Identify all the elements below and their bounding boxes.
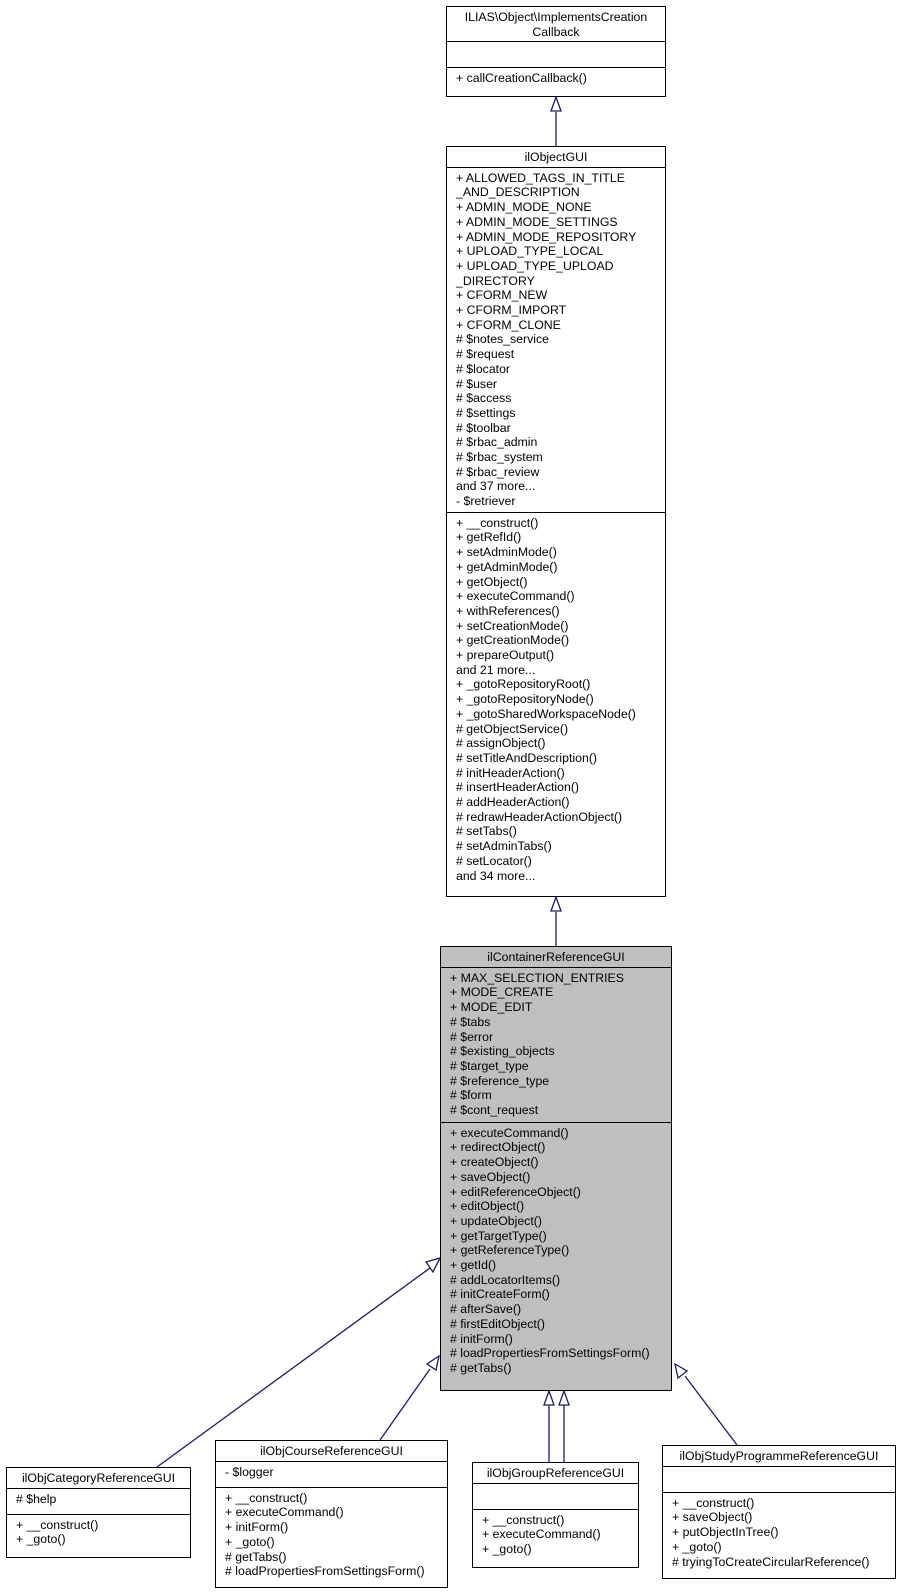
attributes-section xyxy=(473,1483,638,1509)
method: + __construct() xyxy=(482,1512,565,1527)
class-title-line: ilContainerReferenceGUI xyxy=(487,950,625,964)
edge-categoryref-to-containerref xyxy=(157,1268,430,1467)
method: + executeCommand() xyxy=(450,1125,569,1140)
method: + _gotoSharedWorkspaceNode() xyxy=(456,706,636,721)
method: + __construct() xyxy=(456,515,539,530)
attribute: # $access xyxy=(456,391,512,406)
method: + saveObject() xyxy=(450,1169,531,1184)
method: # firstEditObject() xyxy=(450,1316,545,1331)
attribute: # $rbac_admin xyxy=(456,435,538,450)
attribute: + CFORM_IMPORT xyxy=(456,303,567,318)
attribute: - $logger xyxy=(225,1464,274,1479)
attribute: + MAX_SELECTION_ENTRIES xyxy=(450,970,624,985)
edge-studyref-to-containerref xyxy=(685,1376,737,1445)
method: # insertHeaderAction() xyxy=(456,780,580,795)
method: and 21 more... xyxy=(456,662,536,677)
method: # setTabs() xyxy=(456,824,517,839)
inherit-arrow-course xyxy=(427,1356,439,1370)
class-title-line: ilObjectGUI xyxy=(524,150,588,164)
method: + setAdminMode() xyxy=(456,545,557,560)
attribute: + MODE_EDIT xyxy=(450,1000,533,1015)
attribute: # $locator xyxy=(456,361,511,376)
method: + editObject() xyxy=(450,1199,525,1214)
class-title-line: ILIAS\Object\ImplementsCreation xyxy=(464,10,648,24)
method: + redirectObject() xyxy=(450,1140,546,1155)
method: + __construct() xyxy=(16,1517,99,1532)
class-title-line: ilObjGroupReferenceGUI xyxy=(486,1466,625,1480)
method: + getRefId() xyxy=(456,530,522,545)
attribute: + UPLOAD_TYPE_UPLOAD xyxy=(456,258,614,273)
attribute: _DIRECTORY xyxy=(456,273,535,288)
method: + saveObject() xyxy=(672,1510,753,1525)
class-title-line: Callback xyxy=(532,24,580,39)
method: # setTitleAndDescription() xyxy=(456,750,598,765)
class-ilobjgroupreferencegui[interactable] xyxy=(472,1462,639,1568)
method: + getReferenceType() xyxy=(450,1243,570,1258)
attributes-section xyxy=(441,967,671,1122)
attribute: # $rbac_review xyxy=(456,464,540,479)
class-title-line: ilObjCategoryReferenceGUI xyxy=(21,1471,176,1485)
attribute: + MODE_CREATE xyxy=(450,985,554,1000)
method: + _goto() xyxy=(482,1542,532,1557)
method: # initForm() xyxy=(450,1331,513,1346)
method: + withReferences() xyxy=(456,603,560,618)
attribute: + ADMIN_MODE_SETTINGS xyxy=(456,214,618,229)
method: # loadPropertiesFromSettingsForm() xyxy=(450,1346,650,1361)
method: + getTargetType() xyxy=(450,1228,547,1243)
class-implements-creation-callback[interactable] xyxy=(446,6,666,97)
attribute: + ADMIN_MODE_NONE xyxy=(456,200,592,215)
methods-section xyxy=(473,1509,638,1557)
attributes-section xyxy=(7,1488,190,1514)
methods-section xyxy=(447,67,665,86)
attribute: + UPLOAD_TYPE_LOCAL xyxy=(456,244,604,259)
method: + getId() xyxy=(450,1258,497,1273)
attribute: + ADMIN_MODE_REPOSITORY xyxy=(456,229,637,244)
method: # getTabs() xyxy=(450,1360,512,1375)
attribute: # $help xyxy=(16,1491,57,1506)
attribute: and 37 more... xyxy=(456,479,536,494)
attribute: + CFORM_NEW xyxy=(456,288,548,303)
method: + getCreationMode() xyxy=(456,633,570,648)
class-title-line: ilObjCourseReferenceGUI xyxy=(260,1444,403,1458)
attribute: + ALLOWED_TAGS_IN_TITLE xyxy=(456,170,625,185)
method: + getObject() xyxy=(456,574,528,589)
method: # getTabs() xyxy=(225,1549,287,1564)
methods-section xyxy=(216,1487,447,1579)
method: + setCreationMode() xyxy=(456,618,569,633)
method: # tryingToCreateCircularReference() xyxy=(672,1554,870,1569)
attribute: # $cont_request xyxy=(450,1103,539,1118)
method: + _gotoRepositoryNode() xyxy=(456,692,594,707)
methods-section xyxy=(663,1492,895,1570)
method: # assignObject() xyxy=(456,736,546,751)
class-ilobjectgui[interactable] xyxy=(446,146,666,897)
method: + createObject() xyxy=(450,1155,539,1170)
method: # loadPropertiesFromSettingsForm() xyxy=(225,1564,425,1579)
method: and 34 more... xyxy=(456,868,536,883)
method: + updateObject() xyxy=(450,1213,542,1228)
method: + executeCommand() xyxy=(482,1527,601,1542)
method: + __construct() xyxy=(225,1490,308,1505)
method: + __construct() xyxy=(672,1495,755,1510)
method: # getObjectService() xyxy=(456,721,569,736)
method: + prepareOutput() xyxy=(456,648,555,663)
method: + getAdminMode() xyxy=(456,559,558,574)
method: + editReferenceObject() xyxy=(450,1184,581,1199)
method: + putObjectInTree() xyxy=(672,1525,779,1540)
attribute: # $rbac_system xyxy=(456,450,543,465)
method: # afterSave() xyxy=(450,1302,522,1317)
methods-section xyxy=(447,512,665,884)
method: # setLocator() xyxy=(456,853,532,868)
class-ilobjcategoryreferencegui[interactable] xyxy=(6,1467,191,1558)
attribute: # $settings xyxy=(456,405,516,420)
attribute: - $retriever xyxy=(456,494,516,509)
attributes-section xyxy=(216,1461,447,1487)
method: + initForm() xyxy=(225,1520,289,1535)
method: + executeCommand() xyxy=(456,589,575,604)
methods-section xyxy=(7,1514,190,1547)
method: + executeCommand() xyxy=(225,1505,344,1520)
method: # addHeaderAction() xyxy=(456,795,570,810)
attribute: # $request xyxy=(456,347,515,362)
method: + _goto() xyxy=(16,1532,66,1547)
edge-courseref-to-containerref xyxy=(380,1369,430,1440)
class-title-line: ilObjStudyProgrammeReferenceGUI xyxy=(679,1449,879,1463)
attribute: # $existing_objects xyxy=(450,1044,555,1059)
method: # initHeaderAction() xyxy=(456,765,565,780)
method: + _goto() xyxy=(225,1534,275,1549)
class-ilobjstudyprogrammereferencegui[interactable] xyxy=(662,1445,896,1579)
attribute: # $form xyxy=(450,1088,492,1103)
attribute: # $reference_type xyxy=(450,1073,550,1088)
inherit-arrow-objectgui xyxy=(551,897,561,911)
inherit-arrow-group-b xyxy=(559,1391,569,1405)
class-ilcontainerreferencegui[interactable] xyxy=(440,946,672,1391)
method: # initCreateForm() xyxy=(450,1287,550,1302)
methods-section xyxy=(441,1122,671,1376)
method: + _goto() xyxy=(672,1539,722,1554)
attribute: # $notes_service xyxy=(456,332,549,347)
class-ilobjcoursereferencegui[interactable] xyxy=(215,1440,448,1588)
method: + _gotoRepositoryRoot() xyxy=(456,677,591,692)
attributes-section xyxy=(447,167,665,512)
attribute: # $tabs xyxy=(450,1014,491,1029)
attribute: # $user xyxy=(456,376,498,391)
attribute: # $error xyxy=(450,1029,494,1044)
inherit-arrow-callback xyxy=(551,97,561,111)
attribute: # $target_type xyxy=(450,1058,529,1073)
attribute: # $toolbar xyxy=(456,420,511,435)
method: # setAdminTabs() xyxy=(456,839,552,854)
attributes-section xyxy=(447,41,665,67)
inherit-arrow-group-a xyxy=(544,1391,554,1405)
method: # redrawHeaderActionObject() xyxy=(456,809,623,824)
attributes-section xyxy=(663,1466,895,1492)
method: + callCreationCallback() xyxy=(456,71,587,86)
method: # addLocatorItems() xyxy=(450,1272,561,1287)
attribute: _AND_DESCRIPTION xyxy=(456,185,580,200)
attribute: + CFORM_CLONE xyxy=(456,317,561,332)
